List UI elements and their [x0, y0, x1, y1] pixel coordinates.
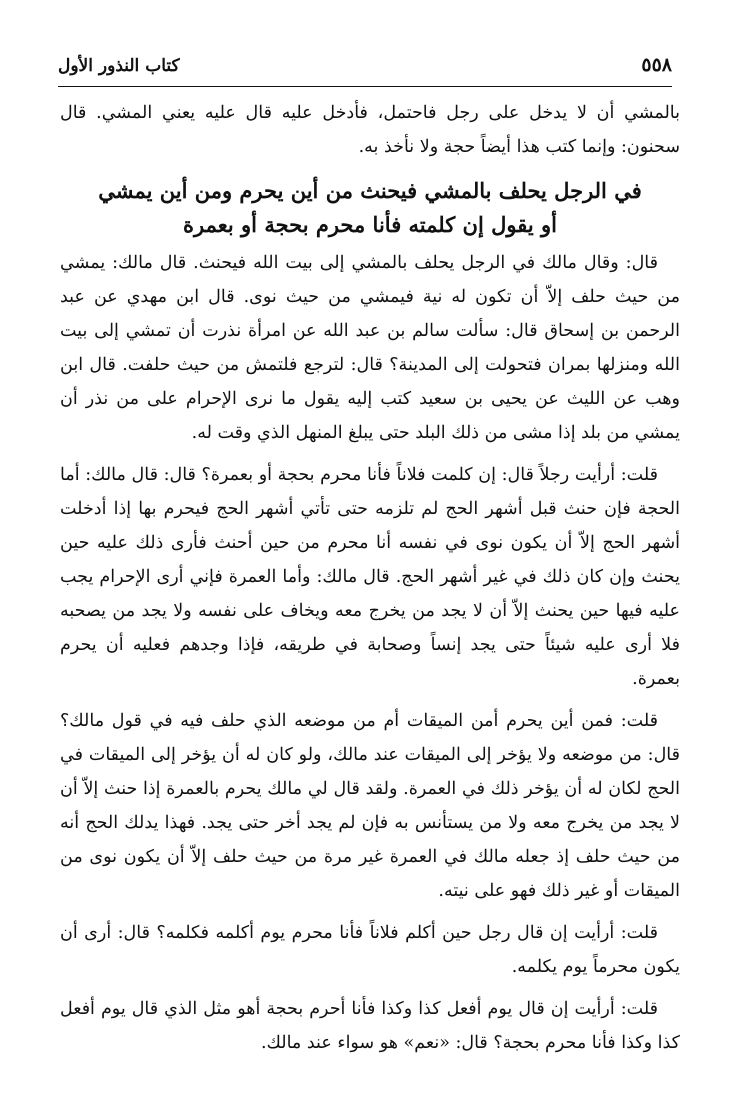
book-title: كتاب النذور الأول: [58, 56, 180, 76]
paragraph: قلت: أرأيت رجلاً قال: إن كلمت فلاناً فأنا محرم بحجة أو بعمرة؟ قال: قال مالك: أما الحجة فإن حنث قبل أشهر الحج لم تلزمه حتى تأتي أشهر الحج فيحرم بها إذا أدخلت أشهر الحج إلاّ أن يكون نوى في نفسه أنا محرم من حين أحنث فأرى ذلك عليه حين يحنث وإن كان ذلك في غير أشهر الحج. قال مالك: وأما العمرة فإني أرى الإحرام يجب عليه فيها حين يحنث إلاّ أن لا يجد من يخرج معه ويخاف على نفسه ولا يجد من يصحبه فلا أرى عليه شيئاً حتى يجد إنساً وصحابة في طريقه، فإذا وجدهم فعليه أن يحرم بعمرة.: [60, 465, 680, 689]
section-heading: [60, 174, 680, 242]
section-heading-line-1: في الرجل يحلف بالمشي فيحنث من أين يحرم ومن أين يمشي: [98, 178, 642, 203]
paragraph: قلت: فمن أين يحرم أمن الميقات أم من موضعه الذي حلف فيه في قول مالك؟ قال: من موضعه ولا يؤخر إلى الميقات عند مالك، ولو كان له أن يؤخر إلى الميقات في الحج لكان له أن يؤخر ذلك في العمرة. ولقد قال لي مالك يحرم بالعمرة إذا حنث إلاّ أن لا يجد من يخرج معه ولا من يستأنس به فإن لم يجد أخر حتى يجد. فهذا يدلك الحج أنه من حيث حلف إذ جعله مالك في العمرة غير مرة من حيث حلف إلاّ أن يكون نوى من الميقات أو غير ذلك فهو على نيته.: [60, 711, 680, 901]
paragraph: قلت: أرأيت إن قال يوم أفعل كذا وكذا فأنا أحرم بحجة أهو مثل الذي قال يوم أفعل كذا وكذا فأنا محرم بحجة؟ قال: «نعم» هو سواء عند مالك.: [60, 999, 680, 1053]
paragraph: قال: وقال مالك في الرجل يحلف بالمشي إلى بيت الله فيحنث. قال مالك: يمشي من حيث حلف إلاّ أن تكون له نية فيمشي من حيث نوى. قال ابن مهدي عن عبد الرحمن بن إسحاق قال: سألت سالم بن عبد الله عن امرأة نذرت أن تمشي إلى بيت الله ومنزلها بمران فتحولت إلى المدينة؟ قال: لترجع فلتمش من حيث حلفت. قال ابن وهب عن الليث عن يحيى بن سعيد كتب إليه يقول ما نرى الإحرام على من نذر أن يمشي من بلد إذا مشى من ذلك البلد حتى يبلغ المنهل الذي وقت له.: [60, 253, 680, 443]
paragraph: قلت: أرأيت إن قال رجل حين أكلم فلاناً فأنا محرم يوم أكلمه فكلمه؟ قال: أرى أن يكون محرماً يوم يكلمه.: [60, 923, 680, 977]
section-heading-line-2: أو يقول إن كلمته فأنا محرم بحجة أو بعمرة: [183, 212, 557, 237]
header-rule: [58, 86, 672, 87]
page-header: [58, 52, 672, 86]
page-number: ٥٥٨: [641, 54, 672, 76]
paragraph-continuation: بالمشي أن لا يدخل على رجل فاحتمل، فأدخل عليه قال عليه يعني المشي. قال سحنون: وإنما كتب هذا أيضاً حجة ولا نأخذ به.: [60, 103, 680, 157]
page-body: [60, 96, 680, 1068]
